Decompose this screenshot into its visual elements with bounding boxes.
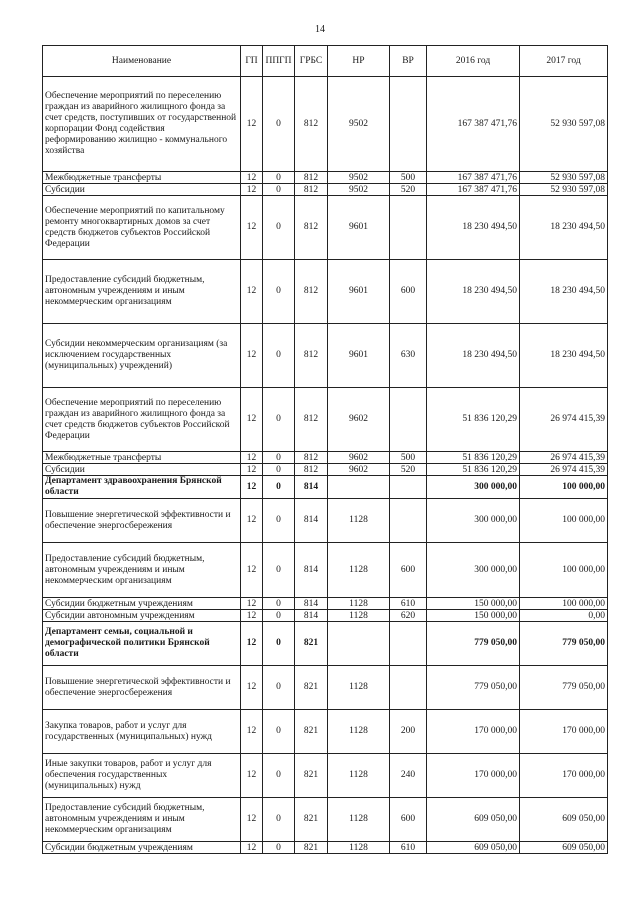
- row-amount-2017: 779 050,00: [520, 666, 608, 710]
- row-name: Закупка товаров, работ и услуг для государственных (муниципальных) нужд: [43, 710, 241, 754]
- row-ppgp: 0: [263, 464, 295, 476]
- row-nr: 1128: [328, 499, 390, 543]
- row-nr: 9602: [328, 388, 390, 452]
- row-vr: 610: [390, 842, 427, 854]
- row-name: Субсидии некоммерческим организациям (за исключением государственных (муниципальных) учреждений): [43, 324, 241, 388]
- table-row: [43, 499, 608, 543]
- row-grbs: 812: [295, 464, 328, 476]
- header-name: Наименование: [43, 46, 241, 77]
- row-amount-2016: 779 050,00: [427, 666, 520, 710]
- table-row: [43, 172, 608, 184]
- row-ppgp: 0: [263, 543, 295, 598]
- row-nr: 1128: [328, 666, 390, 710]
- row-nr: 1128: [328, 598, 390, 610]
- row-amount-2016: 18 230 494,50: [427, 196, 520, 260]
- row-grbs: 812: [295, 172, 328, 184]
- row-name: Повышение энергетической эффективности и обеспечение энергосбережения: [43, 499, 241, 543]
- row-grbs: 814: [295, 476, 328, 499]
- row-gp: 12: [241, 77, 263, 172]
- table-row: [43, 610, 608, 622]
- row-nr: 9502: [328, 77, 390, 172]
- row-gp: 12: [241, 324, 263, 388]
- table-row: [43, 196, 608, 260]
- row-amount-2017: 0,00: [520, 610, 608, 622]
- row-ppgp: 0: [263, 754, 295, 798]
- row-amount-2016: 51 836 120,29: [427, 388, 520, 452]
- header-grbs: ГРБС: [295, 46, 328, 77]
- row-ppgp: 0: [263, 476, 295, 499]
- row-ppgp: 0: [263, 666, 295, 710]
- row-vr: [390, 196, 427, 260]
- row-nr: 1128: [328, 610, 390, 622]
- row-vr: 630: [390, 324, 427, 388]
- row-amount-2016: 300 000,00: [427, 499, 520, 543]
- row-name: Субсидии бюджетным учреждениям: [43, 598, 241, 610]
- row-name: Субсидии: [43, 464, 241, 476]
- row-nr: 9601: [328, 260, 390, 324]
- budget-table: [42, 45, 608, 854]
- row-amount-2016: 18 230 494,50: [427, 260, 520, 324]
- row-amount-2017: 18 230 494,50: [520, 260, 608, 324]
- row-vr: 620: [390, 610, 427, 622]
- row-grbs: 814: [295, 543, 328, 598]
- row-vr: 500: [390, 452, 427, 464]
- row-ppgp: 0: [263, 77, 295, 172]
- row-gp: 12: [241, 388, 263, 452]
- row-amount-2017: 170 000,00: [520, 754, 608, 798]
- row-name: Обеспечение мероприятий по капитальному ремонту многоквартирных домов за счет средств бюджетов субъектов Российской Федерации: [43, 196, 241, 260]
- header-gp: ГП: [241, 46, 263, 77]
- header-ppgp: ППГП: [263, 46, 295, 77]
- row-amount-2016: 51 836 120,29: [427, 452, 520, 464]
- row-vr: [390, 77, 427, 172]
- row-grbs: 821: [295, 710, 328, 754]
- row-vr: 200: [390, 710, 427, 754]
- row-grbs: 812: [295, 452, 328, 464]
- row-name: Предоставление субсидий бюджетным, автономным учреждениям и иным некоммерческим организациям: [43, 260, 241, 324]
- row-grbs: 812: [295, 388, 328, 452]
- header-2016: 2016 год: [427, 46, 520, 77]
- table-row: [43, 464, 608, 476]
- row-gp: 12: [241, 543, 263, 598]
- row-amount-2016: 51 836 120,29: [427, 464, 520, 476]
- row-gp: 12: [241, 622, 263, 666]
- row-vr: 520: [390, 184, 427, 196]
- row-amount-2017: 26 974 415,39: [520, 452, 608, 464]
- row-amount-2017: 609 050,00: [520, 842, 608, 854]
- table-header-row: [43, 46, 608, 77]
- table-row: [43, 622, 608, 666]
- row-amount-2017: 26 974 415,39: [520, 388, 608, 452]
- row-name: Субсидии бюджетным учреждениям: [43, 842, 241, 854]
- row-amount-2017: 52 930 597,08: [520, 184, 608, 196]
- row-vr: 600: [390, 260, 427, 324]
- row-ppgp: 0: [263, 798, 295, 842]
- row-vr: [390, 388, 427, 452]
- row-grbs: 814: [295, 598, 328, 610]
- row-name: Предоставление субсидий бюджетным, автономным учреждениям и иным некоммерческим организациям: [43, 543, 241, 598]
- row-gp: 12: [241, 172, 263, 184]
- row-amount-2016: 300 000,00: [427, 476, 520, 499]
- row-amount-2017: 100 000,00: [520, 499, 608, 543]
- row-grbs: 812: [295, 196, 328, 260]
- row-ppgp: 0: [263, 598, 295, 610]
- row-amount-2016: 170 000,00: [427, 710, 520, 754]
- row-vr: 500: [390, 172, 427, 184]
- row-nr: 9602: [328, 464, 390, 476]
- table-row: [43, 77, 608, 172]
- row-amount-2017: 170 000,00: [520, 710, 608, 754]
- row-amount-2016: 609 050,00: [427, 842, 520, 854]
- row-gp: 12: [241, 798, 263, 842]
- row-gp: 12: [241, 196, 263, 260]
- row-amount-2016: 609 050,00: [427, 798, 520, 842]
- row-ppgp: 0: [263, 184, 295, 196]
- header-2017: 2017 год: [520, 46, 608, 77]
- row-ppgp: 0: [263, 452, 295, 464]
- row-amount-2017: 18 230 494,50: [520, 324, 608, 388]
- row-ppgp: 0: [263, 196, 295, 260]
- table-row: [43, 598, 608, 610]
- row-gp: 12: [241, 842, 263, 854]
- table-row: [43, 324, 608, 388]
- row-vr: 600: [390, 543, 427, 598]
- row-amount-2016: 150 000,00: [427, 598, 520, 610]
- row-ppgp: 0: [263, 324, 295, 388]
- row-name: Иные закупки товаров, работ и услуг для обеспечения государственных (муниципальных) нужд: [43, 754, 241, 798]
- row-name: Повышение энергетической эффективности и обеспечение энергосбережения: [43, 666, 241, 710]
- row-ppgp: 0: [263, 842, 295, 854]
- row-amount-2016: 300 000,00: [427, 543, 520, 598]
- row-amount-2016: 167 387 471,76: [427, 172, 520, 184]
- row-name: Обеспечение мероприятий по переселению граждан из аварийного жилищного фонда за счет средств бюджетов субъектов Российской Федерации: [43, 388, 241, 452]
- row-grbs: 821: [295, 666, 328, 710]
- table-row: [43, 184, 608, 196]
- row-amount-2017: 26 974 415,39: [520, 464, 608, 476]
- row-amount-2016: 167 387 471,76: [427, 184, 520, 196]
- row-ppgp: 0: [263, 388, 295, 452]
- row-vr: 520: [390, 464, 427, 476]
- row-amount-2016: 150 000,00: [427, 610, 520, 622]
- row-amount-2017: 100 000,00: [520, 476, 608, 499]
- row-ppgp: 0: [263, 622, 295, 666]
- row-vr: [390, 499, 427, 543]
- row-gp: 12: [241, 710, 263, 754]
- row-nr: 1128: [328, 710, 390, 754]
- row-amount-2017: 100 000,00: [520, 598, 608, 610]
- row-gp: 12: [241, 499, 263, 543]
- row-name: Департамент семьи, социальной и демографической политики Брянской области: [43, 622, 241, 666]
- row-amount-2017: 100 000,00: [520, 543, 608, 598]
- row-gp: 12: [241, 476, 263, 499]
- row-gp: 12: [241, 666, 263, 710]
- row-vr: [390, 622, 427, 666]
- row-ppgp: 0: [263, 710, 295, 754]
- row-nr: 9502: [328, 172, 390, 184]
- row-vr: [390, 476, 427, 499]
- row-name: Предоставление субсидий бюджетным, автономным учреждениям и иным некоммерческим организациям: [43, 798, 241, 842]
- table-row: [43, 543, 608, 598]
- row-gp: 12: [241, 184, 263, 196]
- row-amount-2017: 52 930 597,08: [520, 172, 608, 184]
- row-name: Межбюджетные трансферты: [43, 452, 241, 464]
- row-amount-2017: 609 050,00: [520, 798, 608, 842]
- row-amount-2017: 779 050,00: [520, 622, 608, 666]
- row-vr: [390, 666, 427, 710]
- row-grbs: 821: [295, 842, 328, 854]
- row-grbs: 814: [295, 610, 328, 622]
- header-nr: НР: [328, 46, 390, 77]
- page-number: 14: [315, 24, 325, 35]
- table-row: [43, 476, 608, 499]
- table-row: [43, 798, 608, 842]
- row-grbs: 812: [295, 77, 328, 172]
- row-vr: 610: [390, 598, 427, 610]
- table-body: [43, 77, 608, 854]
- row-amount-2016: 170 000,00: [427, 754, 520, 798]
- table-row: [43, 666, 608, 710]
- table-row: [43, 388, 608, 452]
- row-name: Субсидии: [43, 184, 241, 196]
- table-row: [43, 452, 608, 464]
- row-gp: 12: [241, 464, 263, 476]
- row-nr: 1128: [328, 842, 390, 854]
- table-row: [43, 710, 608, 754]
- row-gp: 12: [241, 610, 263, 622]
- row-name: Субсидии автономным учреждениям: [43, 610, 241, 622]
- row-ppgp: 0: [263, 499, 295, 543]
- row-nr: 1128: [328, 798, 390, 842]
- row-gp: 12: [241, 452, 263, 464]
- row-nr: [328, 476, 390, 499]
- row-grbs: 812: [295, 324, 328, 388]
- row-grbs: 812: [295, 260, 328, 324]
- row-grbs: 821: [295, 622, 328, 666]
- row-grbs: 821: [295, 798, 328, 842]
- row-nr: 1128: [328, 754, 390, 798]
- row-nr: 1128: [328, 543, 390, 598]
- row-vr: 600: [390, 798, 427, 842]
- header-vr: ВР: [390, 46, 427, 77]
- row-amount-2016: 18 230 494,50: [427, 324, 520, 388]
- row-grbs: 812: [295, 184, 328, 196]
- row-gp: 12: [241, 754, 263, 798]
- table-row: [43, 754, 608, 798]
- row-name: Департамент здравоохранения Брянской области: [43, 476, 241, 499]
- row-amount-2016: 167 387 471,76: [427, 77, 520, 172]
- row-amount-2016: 779 050,00: [427, 622, 520, 666]
- row-name: Межбюджетные трансферты: [43, 172, 241, 184]
- row-ppgp: 0: [263, 260, 295, 324]
- row-gp: 12: [241, 260, 263, 324]
- row-ppgp: 0: [263, 610, 295, 622]
- row-nr: 9601: [328, 324, 390, 388]
- table-row: [43, 260, 608, 324]
- row-vr: 240: [390, 754, 427, 798]
- row-nr: 9602: [328, 452, 390, 464]
- table-row: [43, 842, 608, 854]
- row-nr: 9601: [328, 196, 390, 260]
- row-amount-2017: 18 230 494,50: [520, 196, 608, 260]
- row-name: Обеспечение мероприятий по переселению граждан из аварийного жилищного фонда за счет средств, поступивших от государственной корпорации Фонд содействия реформированию жилищно - коммунального хозяйства: [43, 77, 241, 172]
- row-gp: 12: [241, 598, 263, 610]
- row-amount-2017: 52 930 597,08: [520, 77, 608, 172]
- row-nr: [328, 622, 390, 666]
- row-nr: 9502: [328, 184, 390, 196]
- row-ppgp: 0: [263, 172, 295, 184]
- row-grbs: 821: [295, 754, 328, 798]
- row-grbs: 814: [295, 499, 328, 543]
